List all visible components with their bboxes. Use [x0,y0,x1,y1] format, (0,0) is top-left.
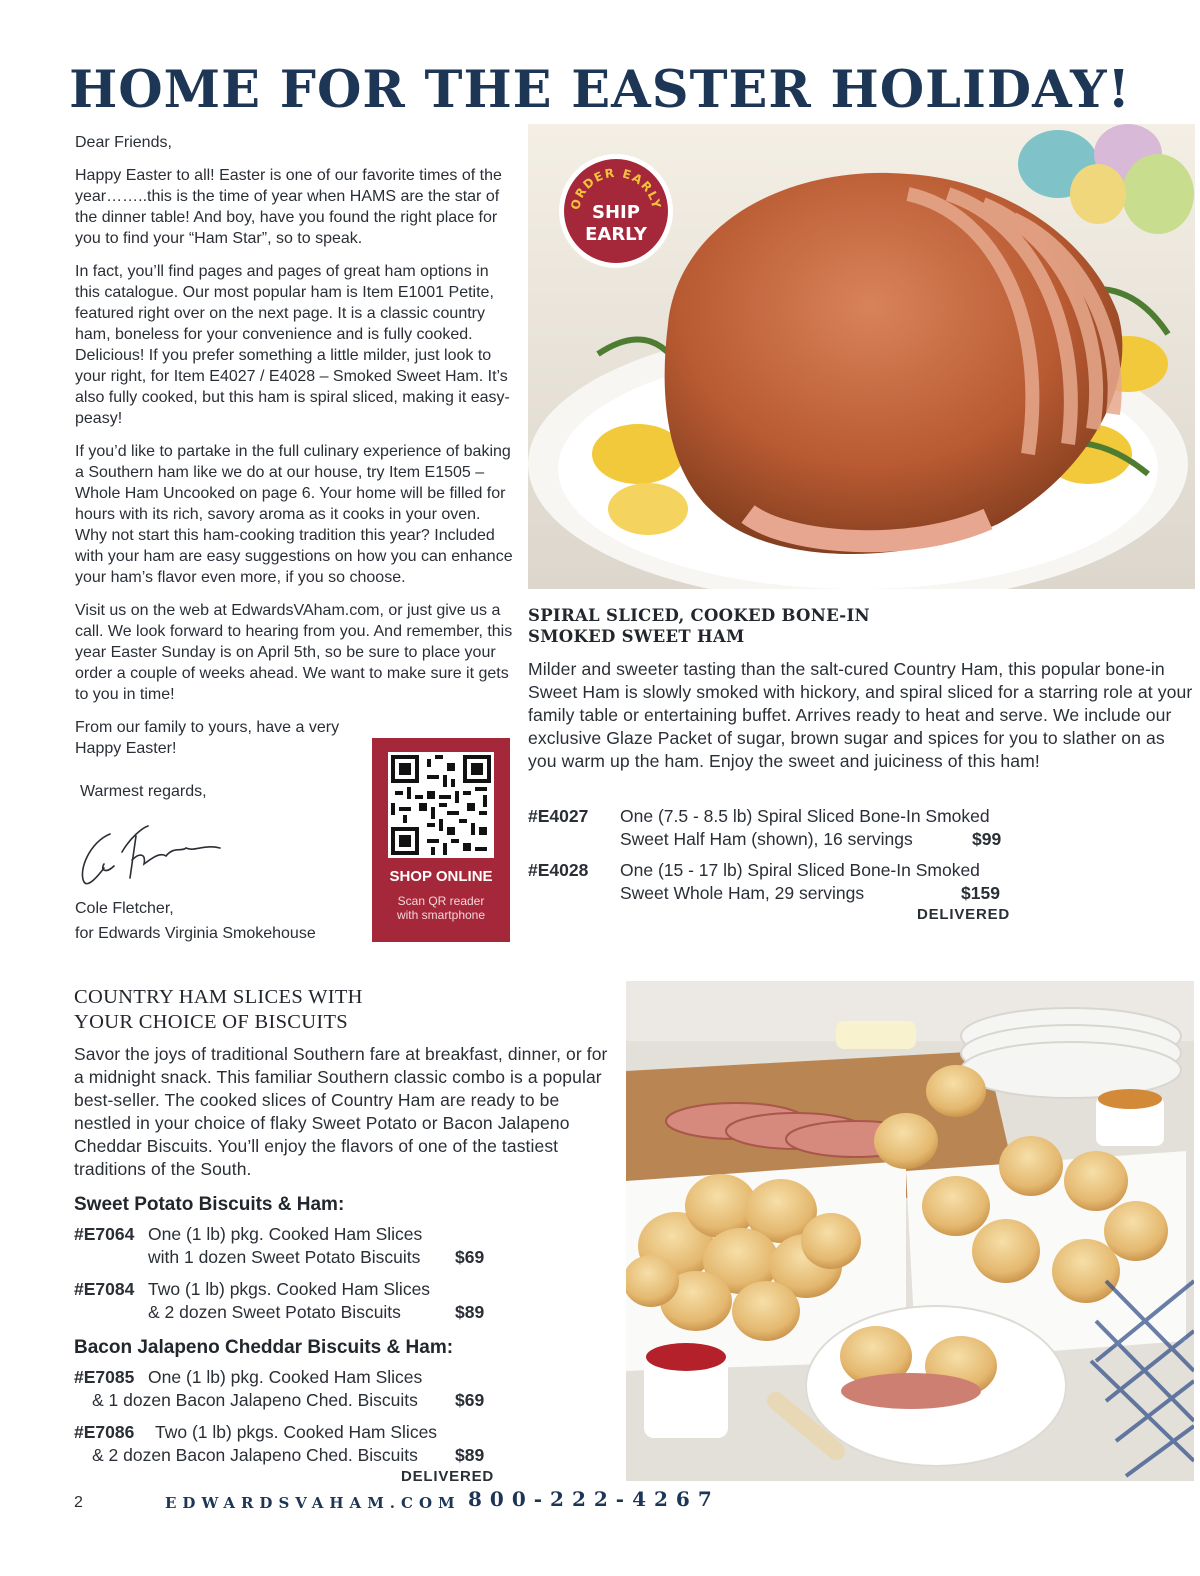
ham-biscuits-photo [626,981,1194,1481]
ham-title-line: SMOKED SWEET HAM [528,627,745,646]
page-number: 2 [74,1494,83,1511]
country-title-line: COUNTRY HAM SLICES WITH [74,986,363,1008]
item-price: $69 [455,1390,485,1410]
ham-title-line: SPIRAL SLICED, COOKED BONE-IN [528,606,870,625]
qr-instructions [372,894,510,922]
sweet-potato-heading: Sweet Potato Biscuits & Ham: [74,1194,345,1215]
ham-product-title [528,605,1188,647]
item-price: $159 [961,883,1000,903]
product-item-e7086 [74,1421,514,1467]
item-description: Sweet Whole Ham, 29 servings [620,883,865,903]
product-item-e7085 [74,1366,514,1412]
item-description: & 2 dozen Sweet Potato Biscuits [148,1302,401,1322]
product-item-e7064 [74,1223,514,1269]
qr-code-icon [391,755,491,855]
qr-instruction-line: Scan QR reader [397,894,485,908]
item-description: Sweet Half Ham (shown), 16 servings [620,829,913,849]
signature-image [70,812,240,896]
item-description: & 1 dozen Bacon Jalapeno Ched. Biscuits [92,1390,418,1410]
letter-paragraph: If you’d like to partake in the full culinary experience of baking a Southern ham like we do at our house, try Item E1505 – Whole Ham Uncooked on page 6. Your home will be filled for hours with its rich, savory aroma as it cooks in your oven. Why not start this ham-cooking tradition this year? Included with your ham are easy suggestions on how you can enhance your ham’s flavor even more, if you so choose. [75,443,513,586]
letter-paragraph: Happy Easter to all! Easter is one of our favorite times of the year……..this is the time of year when HAMS are the star of the dinner table! And boy, have you found the right place for you to find your “Ham Star”, so to speak. [75,167,502,247]
item-code: #E7084 [74,1279,135,1299]
item-description: One (1 lb) pkg. Cooked Ham Slices [148,1367,423,1387]
letter-paragraph: From our family to yours, have a very Happy Easter! [75,719,340,757]
bacon-jalapeno-heading: Bacon Jalapeno Cheddar Biscuits & Ham: [74,1337,454,1358]
item-price: $89 [455,1302,485,1322]
country-ham-description: Savor the joys of traditional Southern fare at breakfast, dinner, or for a midnight snack. This familiar Southern classic combo is a popular best-seller. The cooked slices of Country Ham are ready to be nestled in your choice of flaky Sweet Potato or Bacon Jalapeno Cheddar Biscuits. You’ll enjoy the flavors of one of the tastiest traditions of the South. [74,1044,608,1179]
product-item-e4027 [528,805,1193,851]
item-price: $69 [455,1247,485,1267]
item-description: & 2 dozen Bacon Jalapeno Ched. Biscuits [92,1445,418,1465]
item-code: #E7085 [74,1367,135,1387]
item-code: #E4027 [528,806,589,826]
badge-line-early: EARLY [585,224,647,245]
qr-shop-online[interactable] [372,738,510,942]
product-item-e4028 [528,859,1193,905]
country-ham-title [74,985,594,1035]
item-description: One (1 lb) pkg. Cooked Ham Slices [148,1224,423,1244]
item-description: with 1 dozen Sweet Potato Biscuits [148,1247,421,1267]
qr-code[interactable] [388,752,494,858]
item-description: One (15 - 17 lb) Spiral Sliced Bone-In Smoked [620,860,980,880]
badge-arc-text: ORDER EARLY [568,165,664,212]
footer-phone[interactable]: 800-222-4267 [468,1487,720,1511]
qr-shop-online-label: SHOP ONLINE [389,868,493,885]
delivered-label: DELIVERED [401,1468,495,1485]
item-description: One (7.5 - 8.5 lb) Spiral Sliced Bone-In Smoked [620,806,990,826]
item-price: $89 [455,1445,485,1465]
signer-name: Cole Fletcher, [75,900,174,917]
letter-closing: Warmest regards, [80,783,207,800]
badge-line-ship: SHIP [592,202,640,223]
signer-company: for Edwards Virginia Smokehouse [75,925,316,942]
letter-greeting: Dear Friends, [75,134,172,151]
letter-paragraph: In fact, you’ll find pages and pages of great ham options in this catalogue. Our most popular ham is Item E1001 Petite, featured right over on the next page. It is a classic country ham, boneless for your convenience and is fully cooked. Delicious! If you prefer something a little milder, just look to your right, for Item E4027 / E4028 – Smoked Sweet Ham. It’s also fully cooked, but this ham is spiral sliced, making it easy-peasy! [75,263,510,427]
page-headline: HOME FOR THE EASTER HOLIDAY! [69,60,1131,120]
product-item-e7084 [74,1278,514,1324]
letter-paragraph: Visit us on the web at EdwardsVAham.com, or just give us a call. We look forward to hearing from you. And remember, this year Easter Sunday is on April 5th, so be sure to place your order a couple of weeks ahead. We want to make sure it gets to you in time! [75,602,513,703]
footer-website[interactable]: EDWARDSVAHAM.COM [165,1494,461,1512]
item-code: #E4028 [528,860,589,880]
signer-block [75,896,316,946]
qr-instruction-line: with smartphone [396,908,486,922]
item-code: #E7086 [74,1422,135,1442]
item-price: $99 [972,829,1002,849]
item-description: Two (1 lb) pkgs. Cooked Ham Slices [148,1279,431,1299]
country-title-line: YOUR CHOICE OF BISCUITS [74,1011,349,1033]
item-code: #E7064 [74,1224,135,1244]
ham-product-description: Milder and sweeter tasting than the salt-cured Country Ham, this popular bone-in Sweet Ham is slowly smoked with hickory, and spiral sliced for a starring role at your family table or entertaining buffet. Arrives ready to heat and serve. We include our exclusive Glaze Packet of sugar, brown sugar and spices for you to slather on as you warm up the ham. Enjoy the sweet and juiciness of this ham! [528,659,1193,771]
item-description: Two (1 lb) pkgs. Cooked Ham Slices [155,1422,438,1442]
ship-early-badge [557,152,675,270]
welcome-letter [75,132,515,814]
delivered-label: DELIVERED [917,906,1011,923]
